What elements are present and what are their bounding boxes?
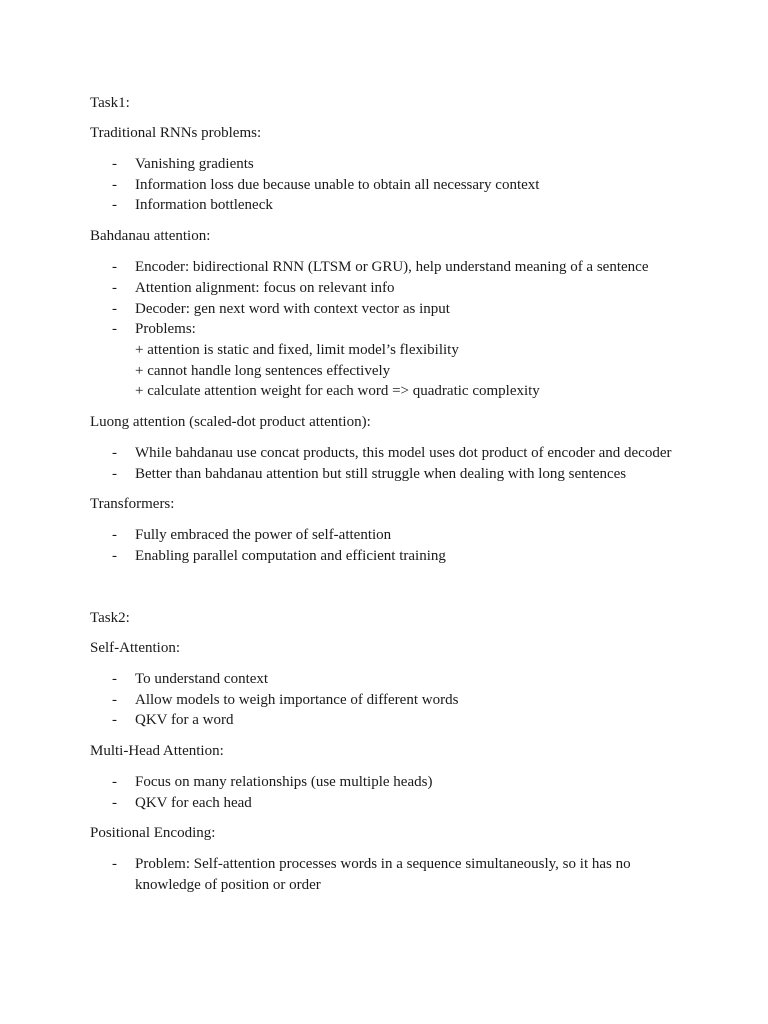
list-item-text: While bahdanau use concat products, this model uses dot product of encoder and decoder [135,445,672,462]
section-heading: Transformers: [90,496,175,513]
list-item-text: Decoder: gen next word with context vector as input [135,300,450,317]
section-self-attention [90,638,690,731]
list-item [90,443,690,464]
section-heading: Luong attention (scaled-dot product attention): [90,414,371,431]
bullet-list [90,525,690,566]
section-heading: Self-Attention: [90,639,180,656]
dash-bullet: - [112,259,117,276]
section-multi-head-attention [90,741,690,813]
section-heading: Positional Encoding: [90,825,216,842]
dash-bullet: - [112,279,117,296]
list-item-text: Fully embraced the power of self-attention [135,527,392,544]
list-item [90,257,690,278]
bullet-list [90,154,690,216]
list-item [90,546,690,567]
list-item-text: To understand context [135,670,269,687]
list-item-text: Information loss due because unable to obtain all necessary context [135,176,540,193]
list-item-text: Better than bahdanau attention but still struggle when dealing with long sentences [135,465,627,482]
task2-block [90,608,690,896]
dash-bullet: - [112,712,117,729]
list-item-text: Vanishing gradients [135,156,254,172]
dash-bullet: - [112,548,117,565]
section-luong-attention [90,412,690,484]
section-heading: Bahdanau attention: [90,228,211,245]
task1-block [90,93,690,567]
list-item [90,854,690,895]
list-item [90,669,690,690]
dash-bullet: - [112,300,117,317]
list-item [90,299,690,320]
bullet-list [90,669,690,731]
bullet-list [90,854,690,895]
dash-bullet: - [112,197,117,214]
sub-point: + attention is static and fixed, limit model’s flexibility [135,341,459,358]
section-spacer [90,577,690,608]
dash-bullet: - [112,856,117,873]
task2-title: Task2: [90,609,130,626]
list-item [90,525,690,546]
section-traditional-rnns [90,123,690,216]
dash-bullet: - [112,321,117,338]
list-item-text: Attention alignment: focus on relevant info [135,279,395,296]
list-item-text: Enabling parallel computation and efficient training [135,548,446,565]
list-item-text: QKV for a word [135,712,234,729]
section-bahdanau-attention [90,226,690,402]
section-heading: Traditional RNNs problems: [90,125,262,141]
dash-bullet: - [112,773,117,790]
dash-bullet: - [112,465,117,482]
dash-bullet: - [112,691,117,708]
list-item-text: Information bottleneck [135,197,273,214]
list-item [90,195,690,216]
sub-point: + cannot handle long sentences effectively [135,362,391,379]
section-heading: Multi-Head Attention: [90,742,224,759]
list-item [90,772,690,793]
list-item-text: Allow models to weigh importance of different words [135,691,459,708]
list-item [90,710,690,731]
bullet-list [90,257,690,402]
dash-bullet: - [112,670,117,687]
list-item [90,464,690,485]
bullet-list [90,772,690,813]
dash-bullet: - [112,445,117,462]
list-item-text: Encoder: bidirectional RNN (LTSM or GRU), help understand meaning of a sentence [135,259,649,276]
list-item [90,278,690,299]
list-item-text: Problems: [135,321,196,338]
list-item-text: Focus on many relationships (use multiple heads) [135,773,433,790]
list-item-text: Problem: Self-attention processes words in a sequence simultaneously, so it has no knowledge of position or order [135,856,631,894]
bullet-list [90,443,690,484]
task1-title: Task1: [90,95,130,111]
sub-point: + calculate attention weight for each word => quadratic complexity [135,383,540,400]
list-item-text: QKV for each head [135,794,252,811]
list-item [90,175,690,196]
list-item [90,154,690,175]
dash-bullet: - [112,176,117,193]
section-positional-encoding [90,823,690,895]
document-page [90,93,690,906]
dash-bullet: - [112,527,117,544]
section-transformers [90,494,690,566]
list-item [90,793,690,814]
dash-bullet: - [112,156,117,172]
list-item [90,690,690,711]
list-item [90,319,690,402]
dash-bullet: - [112,794,117,811]
